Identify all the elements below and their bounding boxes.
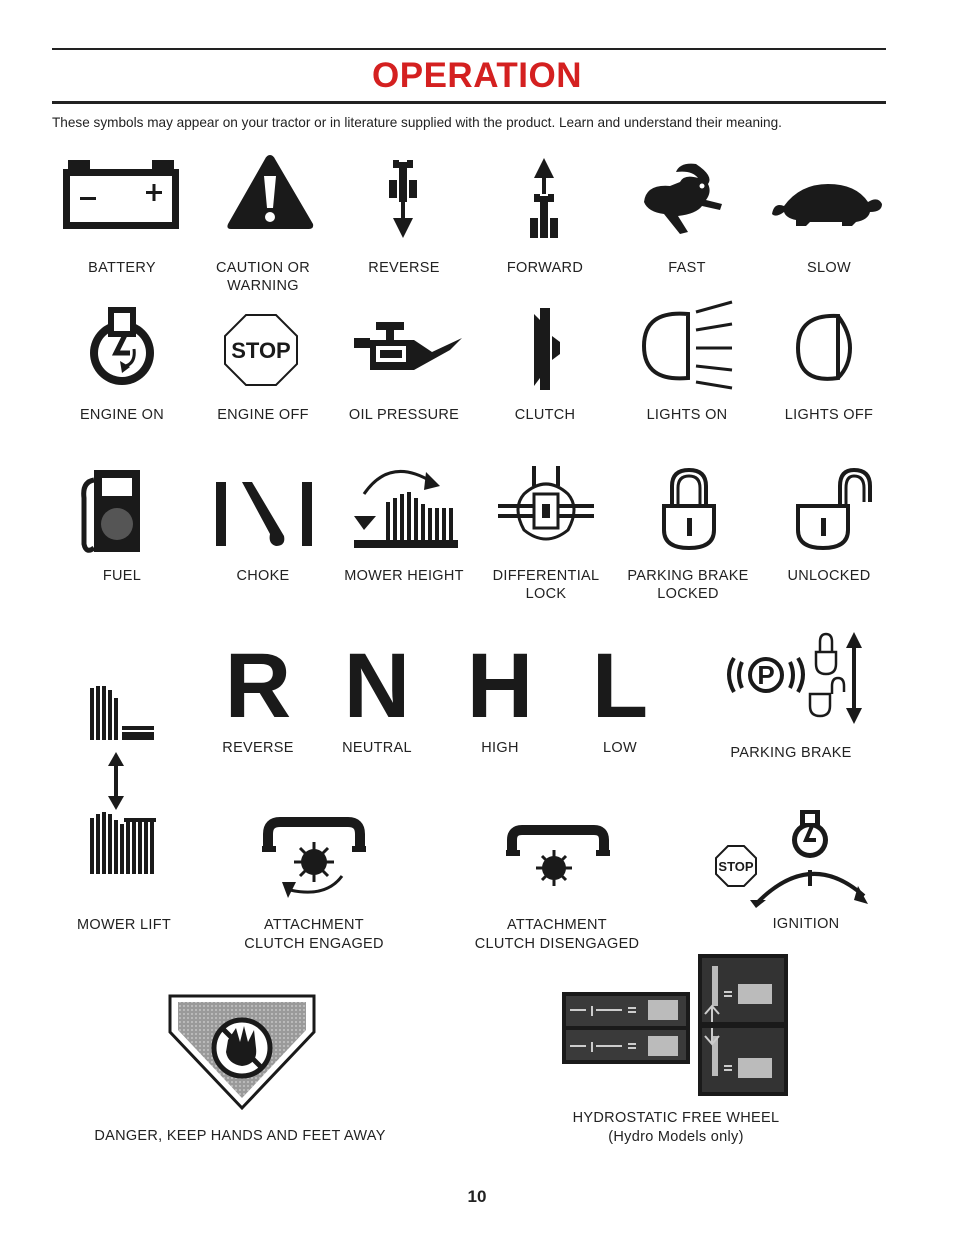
caption-differential-line-1: DIFFERENTIAL [492,568,600,584]
unlocked-icon [794,466,874,552]
caption-gear-low: LOW [603,740,637,756]
differential-lock-icon [496,464,596,550]
danger-hands-feet-icon [166,992,318,1112]
attachment-clutch-engaged-icon [262,816,366,902]
fuel-pump-icon [80,468,146,556]
caption-fuel: FUEL [102,568,142,584]
caption-caution-line-1: CAUTION OR [215,260,311,276]
caption-clutch: CLUTCH [514,407,576,423]
caption-lights-off: LIGHTS OFF [784,407,874,423]
caption-attachment-engaged-line-1: ATTACHMENT [264,917,364,933]
caption-oil-pressure: OIL PRESSURE [348,407,460,423]
caption-choke: CHOKE [236,568,290,584]
title-rule [52,101,886,104]
lights-on-icon [640,300,736,392]
caption-mower-height: MOWER HEIGHT [344,568,464,584]
caption-unlocked: UNLOCKED [787,568,871,584]
ignition-stop-text: STOP [718,859,754,874]
caption-ignition: IGNITION [772,916,840,932]
attachment-clutch-disengaged-icon [506,824,610,890]
mower-lift-icon [86,682,166,878]
parking-brake-icon [720,630,870,726]
stop-text: STOP [231,338,291,363]
page-number: 10 [467,1187,487,1206]
battery-icon [60,158,184,234]
caption-danger: DANGER, KEEP HANDS AND FEET AWAY [94,1128,386,1144]
choke-icon [212,478,316,550]
gear-letter-n: N [343,635,411,737]
caption-caution-line-2: WARNING [227,278,299,294]
caption-gear-high: HIGH [481,740,519,756]
fast-rabbit-icon [640,160,726,236]
caption-attachment-engaged-line-2: CLUTCH ENGAGED [244,936,384,952]
caption-reverse: REVERSE [368,260,440,276]
page-title: OPERATION [372,56,582,95]
caption-parking-brake-locked-line-1: PARKING BRAKE [627,568,749,584]
engine-on-icon [82,303,162,389]
caption-parking-brake-locked-line-2: LOCKED [657,586,719,602]
mower-height-icon [350,464,460,552]
parking-brake-locked-icon [660,466,718,552]
gear-letter-h: H [466,635,534,737]
engine-off-stop-icon [222,312,300,388]
oil-pressure-icon [350,320,466,380]
caption-hydrostatic-line-2: (Hydro Models only) [608,1129,744,1145]
caption-attachment-disengaged-line-2: CLUTCH DISENGAGED [474,936,640,952]
top-rule [52,48,886,50]
slow-turtle-icon [770,178,884,228]
parking-p-letter: P [757,660,775,690]
lights-off-icon [794,312,854,384]
caption-battery: BATTERY [88,260,156,276]
caption-lights-on: LIGHTS ON [646,407,728,423]
ignition-icon [714,808,870,908]
reverse-tractor-icon [385,158,421,240]
caption-forward: FORWARD [506,260,584,276]
hydrostatic-free-wheel-icon [562,954,790,1098]
caption-attachment-disengaged-line-1: ATTACHMENT [507,917,607,933]
caption-slow: SLOW [807,260,851,276]
caption-differential-line-2: LOCK [525,586,567,602]
caution-warning-icon [224,152,316,232]
caption-fast: FAST [668,260,706,276]
caption-engine-on: ENGINE ON [79,407,165,423]
gear-letter-l: L [591,635,649,737]
clutch-icon [530,306,562,392]
caption-engine-off: ENGINE OFF [217,407,309,423]
caption-mower-lift: MOWER LIFT [76,917,172,933]
caption-parking-brake: PARKING BRAKE [730,745,852,761]
caption-gear-neutral: NEUTRAL [342,740,412,756]
intro-text: These symbols may appear on your tractor or in literature supplied with the product. Learn and understand their meaning. [52,115,782,130]
forward-tractor-icon [526,156,562,240]
gear-letter-r: R [224,635,292,737]
caption-hydrostatic-line-1: HYDROSTATIC FREE WHEEL [572,1110,780,1126]
caption-gear-reverse: REVERSE [222,740,294,756]
